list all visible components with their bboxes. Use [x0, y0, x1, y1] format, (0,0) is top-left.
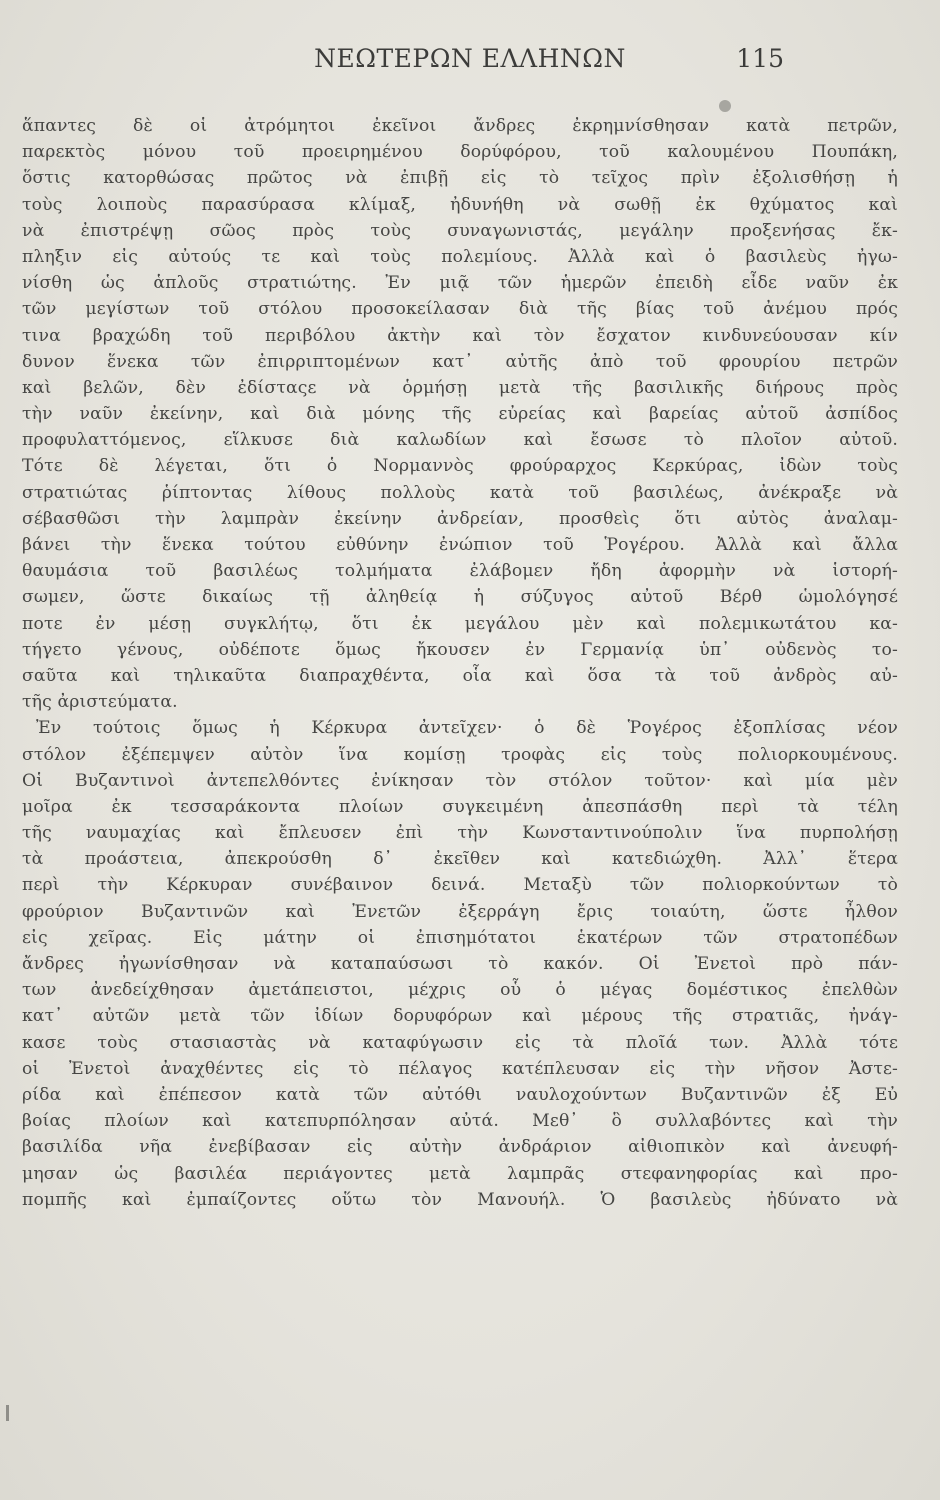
text-line: των ἀνεδείχθησαν ἀμετάπειστοι, μέχρις οὗ ὁ μέγας δομέστικος ἐπελθὼν	[22, 980, 898, 1001]
text-line: τὴν ναῦν ἐκείνην, καὶ διὰ μόνης τῆς εὐρείας καὶ βαρείας αὐτοῦ ἀσπίδος	[22, 404, 898, 425]
page-number: 115	[736, 44, 784, 73]
text-line: νὰ ἐπιστρέψῃ σῶος πρὸς τοὺς συναγωνιστάς, μεγάλην προξενήσας ἔκ-	[22, 220, 898, 241]
text-line: πομπῆς καὶ ἐμπαίζοντες οὕτω τὸν Μανουήλ. Ὁ βασιλεὺς ἠδύνατο νὰ	[22, 1189, 898, 1210]
text-line: σέβασθῶσι τὴν λαμπρὰν ἐκείνην ἀνδρείαν, προσθεὶς ὅτι αὐτὸς ἀναλαμ-	[22, 508, 898, 529]
text-line: ποτε ἐν μέσῃ συγκλήτῳ, ὅτι ἐκ μεγάλου μὲν καὶ πολεμικωτάτου κα-	[22, 613, 898, 634]
text-line: περὶ τὴν Κέρκυραν συνέβαινον δεινά. Μεταξὺ τῶν πολιορκούντων τὸ	[22, 875, 898, 896]
text-line: τοὺς λοιποὺς παρασύρασα κλίμαξ, ἠδυνήθη νὰ σωθῇ ἐκ θχύματος καὶ	[22, 194, 898, 215]
paragraph-start-line: Ἐν τούτοις ὅμως ἡ Κέρκυρα ἀντεῖχεν· ὁ δὲ Ῥογέρος ἐξοπλίσας νέον	[36, 718, 898, 739]
text-line: φρούριον Βυζαντινῶν καὶ Ἐνετῶν ἐξερράγη ἔρις τοιαύτη, ὥστε ἦλθον	[22, 901, 898, 922]
running-head	[0, 44, 940, 84]
paragraph-end-line: τῆς ἀριστεύματα.	[22, 692, 178, 713]
text-line: Οἱ Βυζαντινοὶ ἀντεπελθόντες ἐνίκησαν τὸν στόλον τοῦτον· καὶ μία μὲν	[22, 770, 898, 791]
text-line: πληξιν εἰς αὐτούς τε καὶ τοὺς πολεμίους. Ἀλλὰ καὶ ὁ βασιλεὺς ἠγω-	[22, 246, 898, 267]
text-line: τινα βραχώδη τοῦ περιβόλου ἀκτὴν καὶ τὸν ἔσχατον κινδυνεύουσαν κίν	[22, 325, 898, 346]
text-line: κατ᾽ αὐτῶν μετὰ τῶν ἰδίων δορυφόρων καὶ μέρους τῆς στρατιᾶς, ἠνάγ-	[22, 1006, 898, 1027]
text-line: εἰς χεῖρας. Εἰς μάτην οἱ ἐπισημότατοι ἑκατέρων τῶν στρατοπέδων	[22, 927, 898, 948]
text-line: κασε τοὺς στασιαστὰς νὰ καταφύγωσιν εἰς τὰ πλοῖά των. Ἀλλὰ τότε	[22, 1032, 898, 1053]
margin-mark	[6, 1405, 9, 1421]
text-line: ὅστις κατορθώσας πρῶτος νὰ ἐπιβῇ εἰς τὸ τεῖχος πρὶν ἐξολισθήσῃ ἡ	[22, 168, 898, 189]
text-line: ἅπαντες δὲ οἱ ἀτρόμητοι ἐκεῖνοι ἄνδρες ἐκρημνίσθησαν κατὰ πετρῶν,	[22, 116, 898, 136]
text-line: βοίας πλοίων καὶ κατεπυρπόλησαν αὐτά. Μεθ᾽ ὃ συλλαβόντες καὶ τὴν	[22, 1111, 898, 1132]
text-line: νίσθη ὡς ἁπλοῦς στρατιώτης. Ἐν μιᾷ τῶν ἡμερῶν ἐπειδὴ εἶδε ναῦν ἐκ	[22, 273, 898, 294]
text-line: τὰ προάστεια, ἀπεκρούσθη δ᾽ ἐκεῖθεν καὶ κατεδιώχθη. Ἀλλ᾽ ἕτερα	[22, 849, 898, 870]
text-line: παρεκτὸς μόνου τοῦ προειρημένου δορύφόρου, τοῦ καλουμένου Πουπάκη,	[22, 142, 898, 163]
text-line: τήγετο γένους, οὐδέποτε ὅμως ἤκουσεν ἐν Γερμανίᾳ ὑπ᾽ οὐδενὸς το-	[22, 639, 898, 660]
ink-speck	[719, 100, 731, 112]
text-line: στρατιώτας ῥίπτοντας λίθους πολλοὺς κατὰ τοῦ βασιλέως, ἀνέκραξε νὰ	[22, 482, 898, 503]
text-line: στόλον ἐξέπεμψεν αὐτὸν ἵνα κομίσῃ τροφὰς εἰς τοὺς πολιορκουμένους.	[22, 744, 898, 765]
text-line: τῆς ναυμαχίας καὶ ἔπλευσεν ἐπὶ τὴν Κωνσταντινούπολιν ἵνα πυρπολήσῃ	[22, 823, 898, 844]
body-text	[22, 113, 898, 1213]
text-line: Τότε δὲ λέγεται, ὅτι ὁ Νορμαννὸς φρούραρχος Κερκύρας, ἰδὼν τοὺς	[22, 456, 898, 477]
text-line: δυνον ἕνεκα τῶν ἐπιρριπτομένων κατ᾽ αὐτῆς ἀπὸ τοῦ φρουρίου πετρῶν	[22, 351, 898, 372]
text-line: ρίδα καὶ ἐπέπεσον κατὰ τῶν αὐτόθι ναυλοχούντων Βυζαντινῶν ἐξ Εὐ	[22, 1084, 898, 1105]
text-line: βάνει τὴν ἕνεκα τούτου εὐθύνην ἐνώπιον τοῦ Ῥογέρου. Ἀλλὰ καὶ ἄλλα	[22, 535, 898, 555]
text-line: τῶν μεγίστων τοῦ στόλου προσοκείλασαν διὰ τῆς βίας τοῦ ἀνέμου πρός	[22, 299, 898, 320]
text-line: προφυλαττόμενος, εἵλκυσε διὰ καλωδίων καὶ ἔσωσε τὸ πλοῖον αὐτοῦ.	[22, 430, 898, 451]
text-line: ἄνδρες ἠγωνίσθησαν νὰ καταπαύσωσι τὸ κακόν. Οἱ Ἐνετοὶ πρὸ πάν-	[22, 954, 898, 974]
text-line: σαῦτα καὶ τηλικαῦτα διαπραχθέντα, οἷα καὶ ὅσα τὰ τοῦ ἀνδρὸς αὐ-	[22, 665, 898, 686]
text-line: οἱ Ἐνετοὶ ἀναχθέντες εἰς τὸ πέλαγος κατέπλευσαν εἰς τὴν νῆσον Ἀστε-	[22, 1058, 898, 1079]
text-line: θαυμάσια τοῦ βασιλέως τολμήματα ἐλάβομεν ἤδη ἀφορμὴν νὰ ἱστορή-	[22, 561, 898, 582]
text-line: μοῖρα ἐκ τεσσαράκοντα πλοίων συγκειμένη ἀπεσπάσθη περὶ τὰ τέλη	[22, 796, 898, 817]
text-line: καὶ βελῶν, δὲν ἐδίσταςε νὰ ὁρμήσῃ μετὰ τῆς βασιλικῆς διήρους πρὸς	[22, 377, 898, 398]
text-line: μησαν ὡς βασιλέα περιάγοντες μετὰ λαμπρᾶς στεφανηφορίας καὶ προ-	[22, 1163, 898, 1184]
text-line: βασιλίδα νῆα ἐνεβίβασαν εἰς αὐτὴν ἀνδράριον αἰθιοπικὸν καὶ ἀνευφή-	[22, 1137, 898, 1158]
running-title: ΝΕΩΤΕΡΩΝ ΕΛΛΗΝΩΝ	[314, 44, 626, 73]
text-line: σωμεν, ὥστε δικαίως τῇ ἀληθείᾳ ἡ σύζυγος αὐτοῦ Βέρθ ὡμολόγησέ	[22, 587, 898, 608]
